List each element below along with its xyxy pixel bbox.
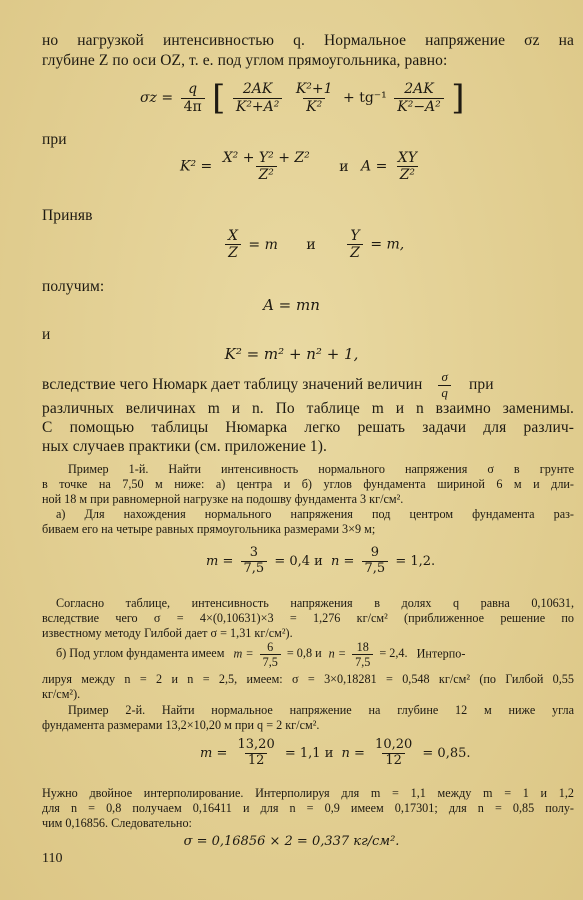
text-line: различных величинах m и n. По таблице m и n взаимно заменимы.	[42, 400, 574, 417]
text-line: фундамента размерами 13,2×10,20 м при q = 2 кг/см².	[42, 718, 320, 732]
text-line: чим 0,16856. Следовательно:	[42, 816, 192, 830]
text-line: ной 18 м при равномерной нагрузке на подошву фундамента 3 кг/см².	[42, 492, 404, 506]
text-line: биваем его на четыре равных прямоугольника размерами 3×9 м;	[42, 522, 376, 536]
text-line: в точке на 7,50 м ниже: а) центра и б) углов фундамента шириной 6 м и дли-	[42, 477, 574, 491]
text-line: С помощью таблицы Нюмарка легко решать задачи для различ-	[42, 419, 574, 436]
text-line: вследствие чего Нюмарк дает таблицу значений величин $\frac{\sigma}{q}$ при	[42, 369, 494, 400]
equation-k-squared-mn: K² = m² + n² + 1,	[224, 345, 359, 363]
text-line: лируя между n = 2 и n = 2,5, имеем: σ = 3×0,18281 = 0,548 кг/см² (по Гилбой 0,55	[42, 672, 574, 686]
page-number: 110	[42, 851, 63, 866]
equation-k-squared: K² = $\frac{\text{X² + Y² + Z²}}{\text{Z²}}$ и A = $\frac{XY}{\text{Z²}}$	[180, 150, 417, 184]
text-line: получим:	[42, 278, 105, 295]
text-line: при	[42, 131, 67, 148]
text-line: вследствие чего σ = 4×(0,10631)×3 = 1,276 кг/см² (приближенное решение по	[42, 611, 574, 625]
text-line: известному методу Гилбой дает σ = 1,31 кг/см²).	[42, 626, 293, 640]
text-line: б) Под углом фундамента имеем m = $\frac{6}{7,5}$ = 0,8 и n = $\frac{18}{7,5}$ = 2,4. Интерпо-	[56, 640, 466, 670]
text-line: а) Для нахождения нормального напряжения под центром фундамента раз-	[56, 507, 574, 521]
text-line: кг/см²).	[42, 687, 81, 701]
example-heading: Пример 2-й. Найти нормальное напряжение на глубине 12 м ниже угла	[68, 703, 574, 717]
text-line: Приняв	[42, 207, 93, 224]
text-line: и	[42, 326, 51, 343]
text-line: ных случаев практики (см. приложение 1).	[42, 438, 328, 455]
equation-x-y-ratio: $\frac{X}{Z}$ = m и $\frac{Y}{Z}$ = m,	[222, 228, 404, 261]
text-line: для n = 0,8 получаем 0,16411 и для n = 0,9 имеем 0,17301; для n = 0,85 полу-	[42, 801, 574, 815]
text-line: Согласно таблице, интенсивность напряжения в долях q равна 0,10631,	[56, 596, 574, 610]
text-line: но нагрузкой интенсивностью q. Нормальное напряжение σz на	[42, 32, 574, 49]
text-line: Нужно двойное интерполирование. Интерполируя для m = 1,1 между m = 1 и 1,2	[42, 786, 574, 800]
equation-sigma-result: σ = 0,16856 × 2 = 0,337 кг/см².	[183, 834, 400, 849]
equation-a: A = mn	[263, 296, 320, 314]
text-line: глубине Z по оси OZ, т. е. под углом прямоугольника, равно:	[42, 52, 448, 69]
example-heading: Пример 1-й. Найти интенсивность нормального напряжения σ в грунте	[68, 462, 574, 476]
equation-sigma-z: σz = $\frac{q}{4\pi}$ [ $\frac{2AK}{\text{K²+A²}}$ $\frac{\text{K²+1}}{\text{K²}}$ + tg⁻¹ $\frac{2AK}{\text{K²−A²}}$ ]	[140, 78, 465, 118]
equation-m-n-center: m = $\frac{3}{7,5}$ = 0,4 и n = $\frac{9}{7,5}$ = 1,2.	[206, 545, 436, 576]
equation-m-n-example2: m = $\frac{13,20}{12}$ = 1,1 и n = $\frac{10,20}{12}$ = 0,85.	[200, 737, 471, 768]
